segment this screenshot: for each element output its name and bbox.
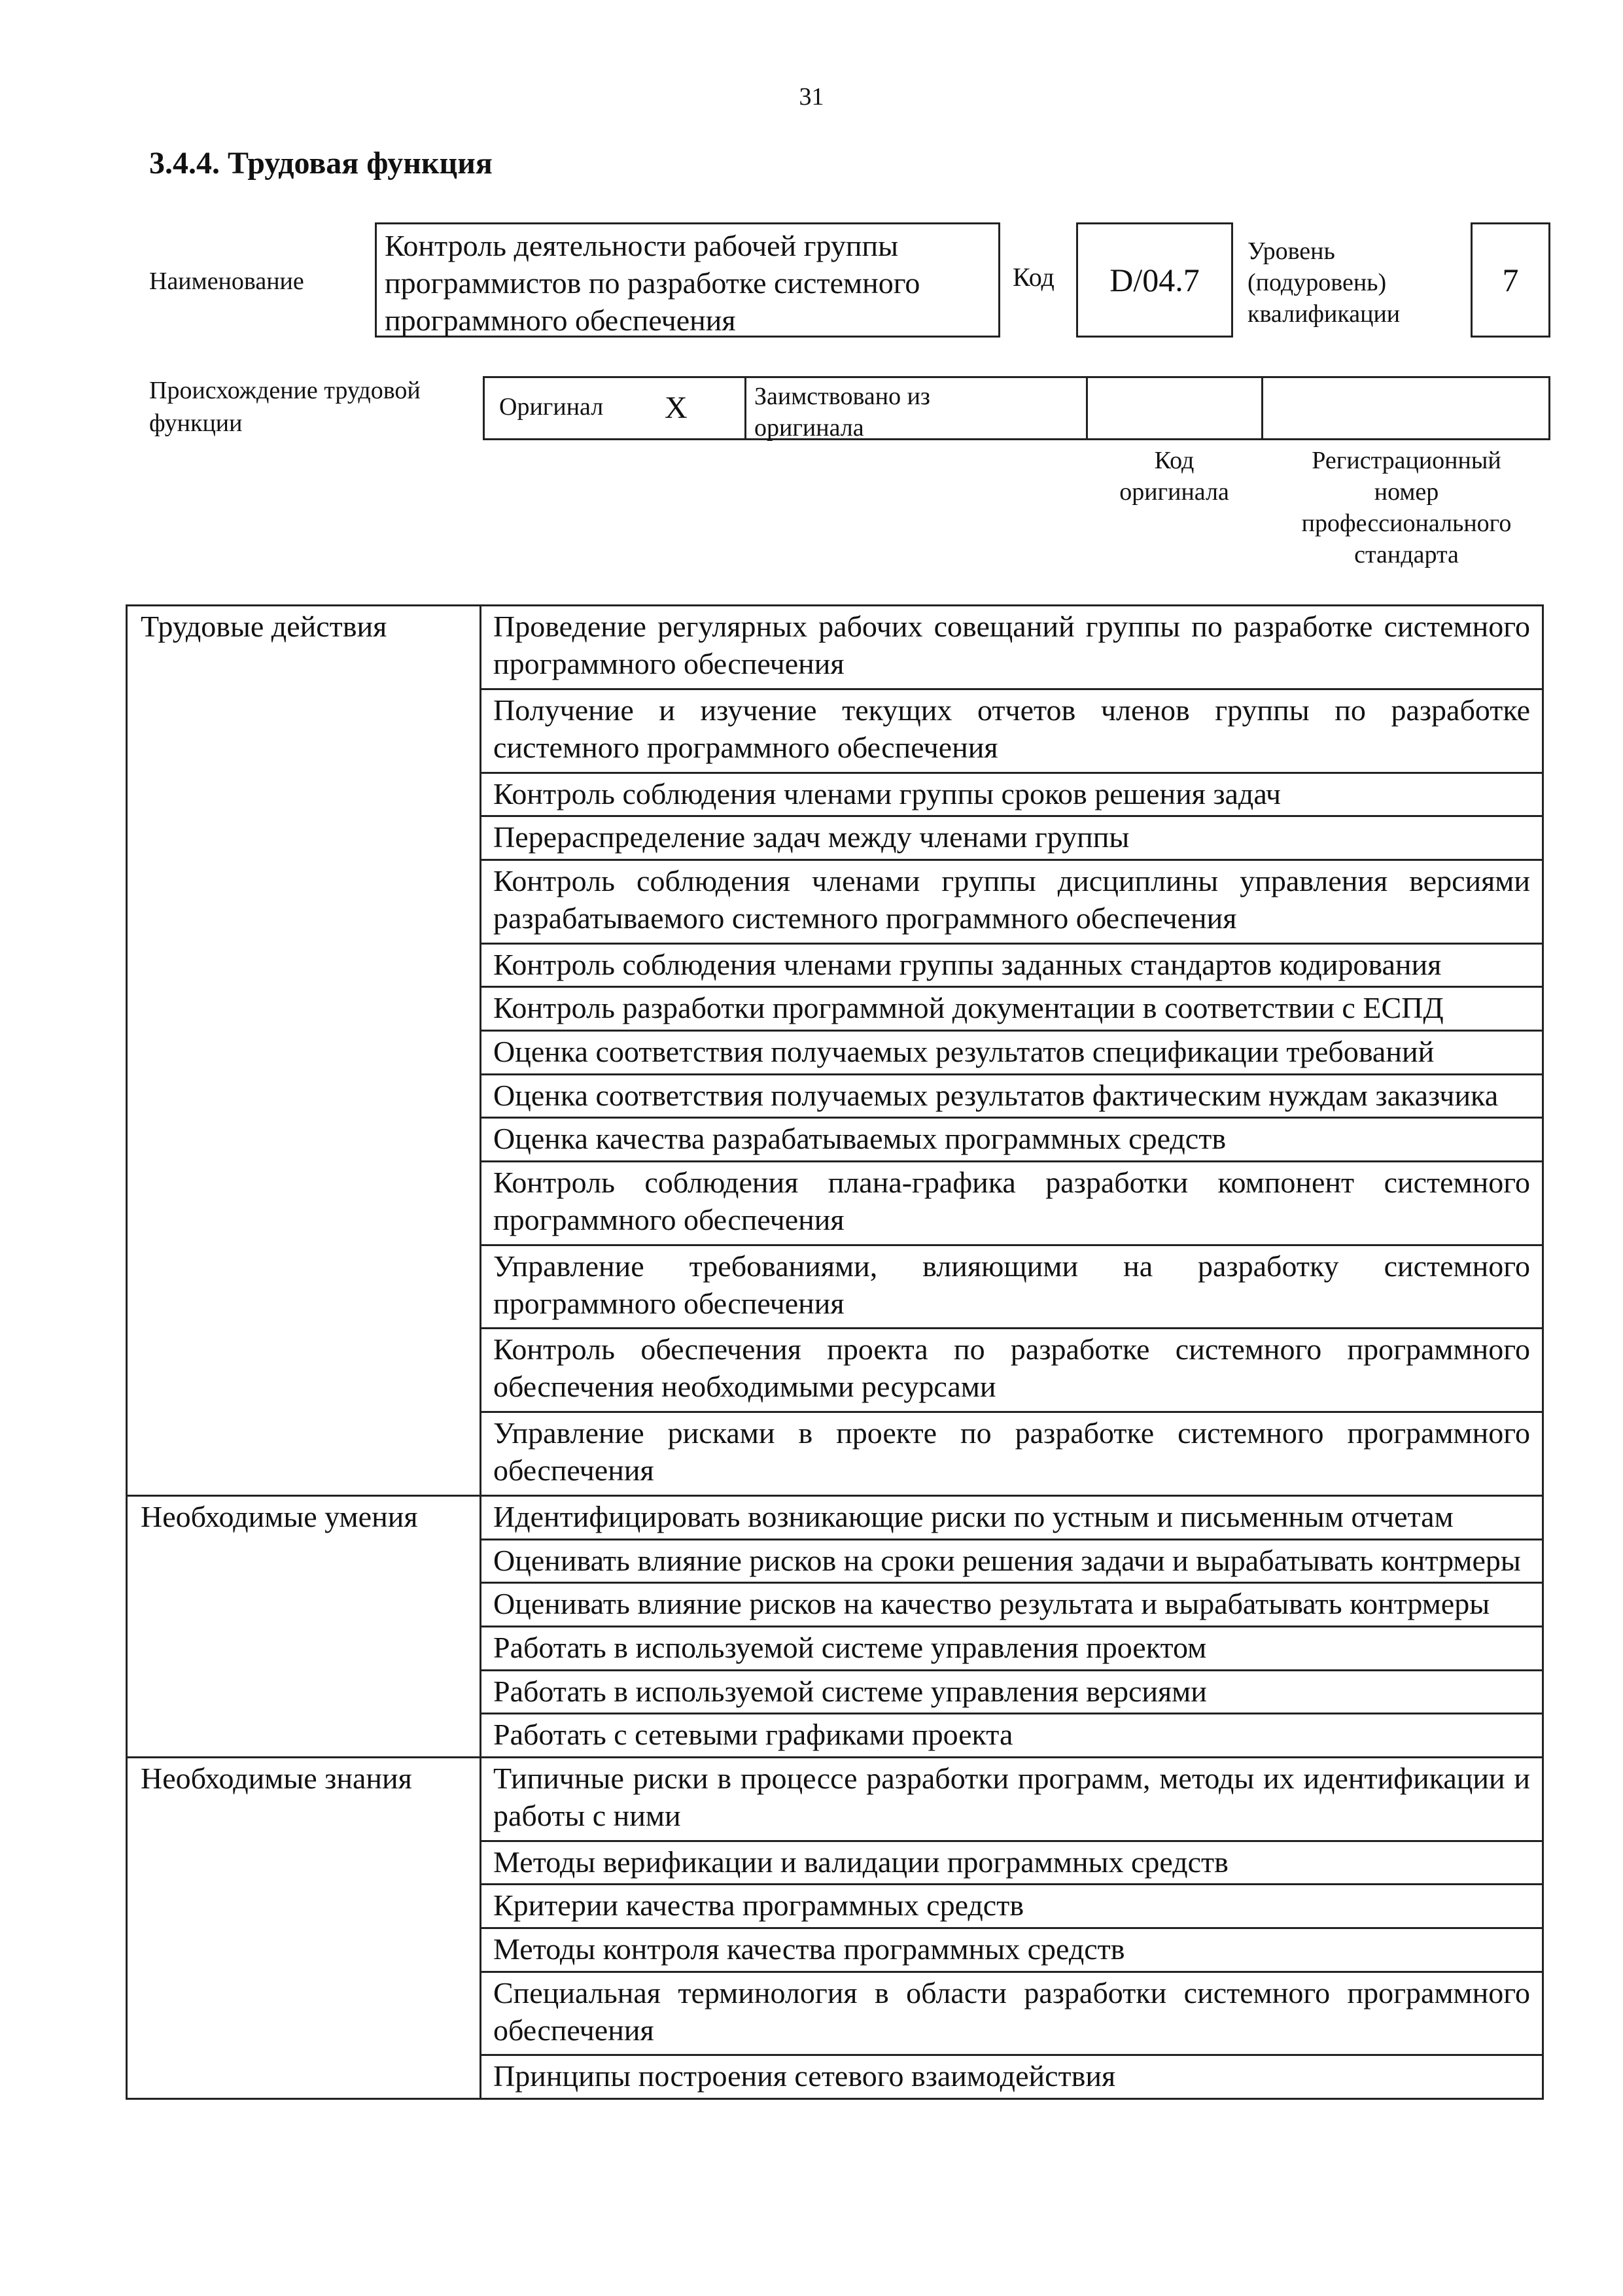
- level-value: 7: [1471, 222, 1550, 338]
- item-cell: Специальная терминология в области разработки системного программного обеспечения: [481, 1972, 1543, 2055]
- original-cell: [485, 378, 746, 438]
- caption-line: Код: [1154, 447, 1195, 474]
- item-cell: Контроль обеспечения проекта по разработке системного программного обеспечения необходимыми ресурсами: [481, 1329, 1543, 1412]
- item-cell: Типичные риски в процессе разработки программ, методы их идентификации и работы с ними: [481, 1757, 1543, 1841]
- code-value: D/04.7: [1076, 222, 1233, 338]
- original-label: Оригинал: [499, 393, 604, 421]
- original-code-caption: [1086, 445, 1263, 508]
- item-cell: Контроль разработки программной документации в соответствии с ЕСПД: [481, 987, 1543, 1031]
- category-cell: Трудовые действия: [127, 606, 481, 1496]
- page-number: 31: [799, 83, 824, 111]
- item-cell: Принципы построения сетевого взаимодействия: [481, 2055, 1543, 2099]
- name-label: Наименование: [149, 268, 304, 295]
- caption-line: оригинала: [1119, 478, 1229, 506]
- function-name-line: программистов по разработке системного: [385, 266, 920, 300]
- category-cell: Необходимые умения: [127, 1496, 481, 1758]
- item-cell: Оценивать влияние рисков на качество результата и вырабатывать контрмеры: [481, 1583, 1543, 1627]
- function-name-line: Контроль деятельности рабочей группы: [385, 229, 899, 262]
- item-cell: Оценивать влияние рисков на сроки решения задачи и вырабатывать контрмеры: [481, 1539, 1543, 1583]
- function-name-box: [375, 222, 1000, 338]
- item-cell: Контроль соблюдения членами группы заданных стандартов кодирования: [481, 943, 1543, 987]
- item-cell: Управление требованиями, влияющими на разработку системного программного обеспечения: [481, 1245, 1543, 1329]
- item-cell: Получение и изучение текущих отчетов членов группы по разработке системного программного обеспечения: [481, 689, 1543, 773]
- reg-number-caption: [1263, 445, 1550, 570]
- item-cell: Критерии качества программных средств: [481, 1885, 1543, 1928]
- category-cell: Необходимые знания: [127, 1757, 481, 2098]
- function-name-line: программного обеспечения: [385, 304, 736, 337]
- level-label-line: (подуровень): [1248, 269, 1387, 296]
- caption-line: стандарта: [1354, 541, 1459, 568]
- section-title: 3.4.4. Трудовая функция: [149, 146, 493, 181]
- caption-line: Регистрационный: [1312, 447, 1501, 474]
- origin-label-line: Происхождение трудовой: [149, 377, 421, 404]
- caption-line: профессионального: [1301, 510, 1512, 537]
- original-mark: X: [665, 391, 688, 425]
- borrowed-cell: [746, 378, 1088, 442]
- reg-number-cell: [1263, 378, 1548, 438]
- item-cell: Работать в используемой системе управления версиями: [481, 1670, 1543, 1714]
- item-cell: Работать в используемой системе управления проектом: [481, 1627, 1543, 1671]
- table-row: [127, 1757, 1543, 1841]
- item-cell: Проведение регулярных рабочих совещаний группы по разработке системного программного обеспечения: [481, 606, 1543, 689]
- borrowed-label-line: Заимствовано из: [754, 383, 930, 410]
- code-label: Код: [1013, 262, 1055, 292]
- item-cell: Контроль соблюдения членами группы сроков решения задач: [481, 773, 1543, 816]
- item-cell: Оценка качества разрабатываемых программных средств: [481, 1118, 1543, 1162]
- item-cell: Работать с сетевыми графиками проекта: [481, 1714, 1543, 1758]
- item-cell: Контроль соблюдения плана-графика разработки компонент системного программного обеспечения: [481, 1161, 1543, 1245]
- item-cell: Управление рисками в проекте по разработке системного программного обеспечения: [481, 1412, 1543, 1496]
- table-row: [127, 1496, 1543, 1540]
- item-cell: Оценка соответствия получаемых результатов спецификации требований: [481, 1030, 1543, 1074]
- table-row: [127, 606, 1543, 689]
- item-cell: Перераспределение задач между членами группы: [481, 816, 1543, 860]
- item-cell: Контроль соблюдения членами группы дисциплины управления версиями разрабатываемого системного программного обеспечения: [481, 860, 1543, 943]
- item-cell: Методы верификации и валидации программных средств: [481, 1841, 1543, 1885]
- level-label-line: Уровень: [1248, 237, 1335, 265]
- level-label: [1248, 235, 1400, 330]
- borrowed-label-line: оригинала: [754, 414, 864, 442]
- origin-label: [149, 374, 421, 440]
- level-label-line: квалификации: [1248, 300, 1401, 328]
- original-code-cell: [1088, 378, 1263, 438]
- item-cell: Идентифицировать возникающие риски по устным и письменным отчетам: [481, 1496, 1543, 1540]
- origin-box: [483, 376, 1550, 440]
- labor-function-table: [126, 604, 1544, 2100]
- origin-label-line: функции: [149, 409, 243, 437]
- caption-line: номер: [1374, 478, 1439, 506]
- item-cell: Оценка соответствия получаемых результатов фактическим нуждам заказчика: [481, 1074, 1543, 1118]
- item-cell: Методы контроля качества программных средств: [481, 1928, 1543, 1972]
